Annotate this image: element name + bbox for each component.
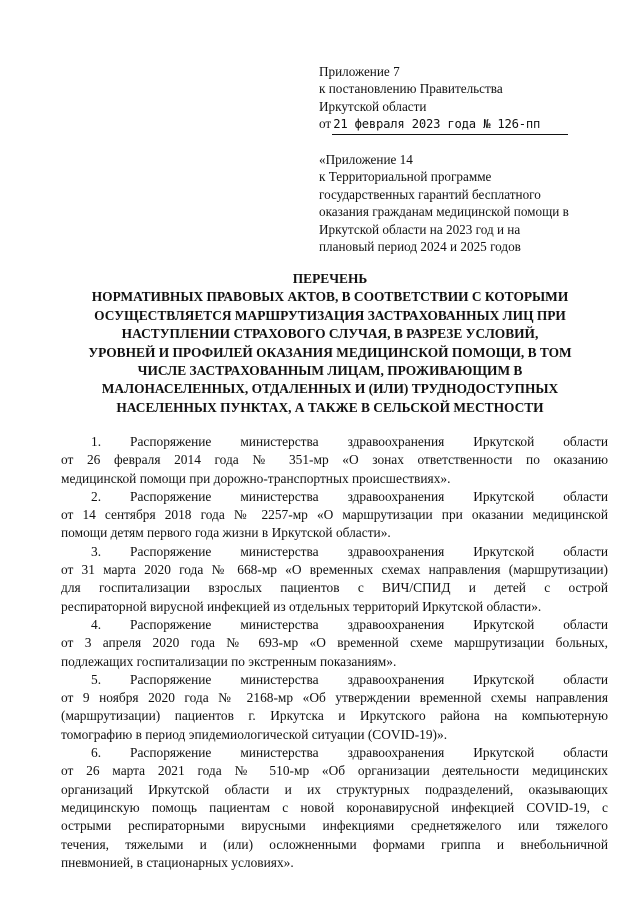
item-line: течения, тяжелыми и (или) осложненными формами гриппа и внебольничной: [61, 836, 608, 852]
list-item: [61, 488, 608, 543]
item-line: помощи детям первого года жизни в Иркутской области».: [61, 525, 391, 541]
appendix-date-line: [319, 115, 619, 134]
reference-line: Иркутской области на 2023 год и на: [319, 221, 521, 237]
title-line: НОРМАТИВНЫХ ПРАВОВЫХ АКТОВ, В СООТВЕТСТВИИ С КОТОРЫМИ: [91, 289, 569, 305]
item-line: медицинской помощи при дорожно-транспортных происшествиях».: [61, 470, 451, 486]
item-line: респираторной вирусной инфекцией из отдельных территорий Иркутской области».: [61, 598, 542, 614]
item-line: (маршрутизации) пациентов г. Иркутска и Иркутского района на компьютерную: [61, 708, 608, 724]
item-line: 5. Распоряжение министерства здравоохранения Иркутской области: [91, 671, 608, 687]
title-line: НАСЕЛЕННЫХ ПУНКТАХ, А ТАКЖЕ В СЕЛЬСКОЙ МЕСТНОСТИ: [116, 399, 544, 415]
item-line: для госпитализации взрослых пациентов с ВИЧ/СПИД и детей с острой: [61, 580, 608, 596]
item-line: медицинскую помощь пациентам с новой коронавирусной инфекцией COVID-19, с: [61, 799, 608, 815]
title-line: НАСТУПЛЕНИИ СТРАХОВОГО СЛУЧАЯ, В РАЗРЕЗЕ УСЛОВИЙ,: [121, 326, 539, 342]
item-line: от 26 марта 2021 года № 510-мр «Об организации деятельности медицинских: [61, 763, 608, 779]
reference-line: государственных гарантий бесплатного: [319, 186, 541, 202]
list-item: [61, 744, 608, 872]
list-item: [61, 671, 608, 744]
title-line: МАЛОНАСЕЛЕННЫХ, ОТДАЛЕННЫХ И (ИЛИ) ТРУДНОДОСТУПНЫХ: [101, 381, 559, 397]
item-line: организаций Иркутской области и их структурных подразделений, оказывающих: [61, 781, 608, 797]
item-line: 1. Распоряжение министерства здравоохранения Иркутской области: [91, 434, 608, 449]
date-value: 21 февраля 2023 года № 126-пп: [332, 116, 568, 134]
acts-list: [61, 433, 608, 872]
item-line: пневмонией, в стационарных условиях».: [61, 854, 294, 870]
item-line: 2. Распоряжение министерства здравоохранения Иркутской области: [91, 488, 608, 504]
document-title: [40, 270, 620, 417]
list-item: [61, 616, 608, 671]
item-line: от 31 марта 2020 года № 668-мр «О временных схемах направления (маршрутизации): [61, 562, 608, 578]
title-line: ПЕРЕЧЕНЬ: [292, 271, 368, 286]
appendix-number: Приложение 7: [319, 64, 400, 79]
item-line: подлежащих госпитализации по экстренным показаниям».: [61, 653, 397, 669]
item-line: от 9 ноября 2020 года № 2168-мр «Об утверждении временной схемы направления: [61, 690, 608, 706]
appendix-region: Иркутской области: [319, 98, 427, 114]
reference-line: оказания гражданам медицинской помощи в: [319, 204, 569, 220]
appendix-resolution: к постановлению Правительства: [319, 81, 503, 97]
item-line: 3. Распоряжение министерства здравоохранения Иркутской области: [91, 543, 608, 559]
date-prefix: от: [319, 116, 332, 132]
item-line: от 3 апреля 2020 года № 693-мр «О временной схеме маршрутизации больных,: [61, 635, 608, 651]
list-item: [61, 433, 608, 488]
title-line: ЧИСЛЕ ЗАСТРАХОВАННЫМ ЛИЦАМ, ПРОЖИВАЮЩИМ В: [137, 363, 523, 379]
item-line: 6. Распоряжение министерства здравоохранения Иркутской области: [91, 745, 608, 761]
item-line: томографию в период эпидемиологической ситуации (COVID-19)».: [61, 726, 448, 742]
appendix-header: [319, 63, 619, 135]
item-line: 4. Распоряжение министерства здравоохранения Иркутской области: [91, 616, 608, 632]
item-line: острыми респираторными вирусными инфекциями среднетяжелого или тяжелого: [61, 818, 608, 834]
title-line: УРОВНЕЙ И ПРОФИЛЕЙ ОКАЗАНИЯ МЕДИЦИНСКОЙ ПОМОЩИ, В ТОМ: [88, 344, 572, 360]
program-reference: [319, 151, 619, 255]
reference-line: «Приложение 14: [319, 152, 413, 167]
list-item: [61, 543, 608, 616]
reference-line: плановый период 2024 и 2025 годов: [319, 239, 521, 255]
item-line: от 26 февраля 2014 года № 351-мр «О зонах ответственности по оказанию: [61, 452, 608, 468]
item-line: от 14 сентября 2018 года № 2257-мр «О маршрутизации при оказании медицинской: [61, 507, 608, 523]
title-line: ОСУЩЕСТВЛЯЕТСЯ МАРШРУТИЗАЦИЯ ЗАСТРАХОВАННЫХ ЛИЦ ПРИ: [94, 307, 566, 323]
reference-line: к Территориальной программе: [319, 169, 492, 185]
